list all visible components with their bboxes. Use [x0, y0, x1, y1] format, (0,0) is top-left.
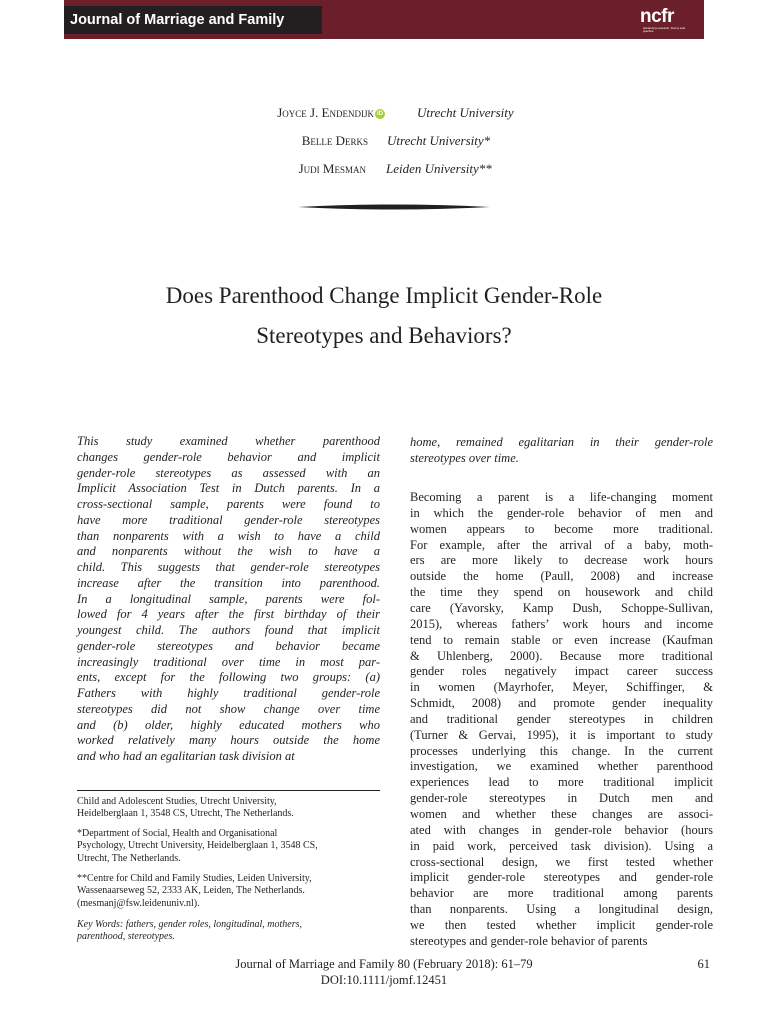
text-line: ated with changes in gender-role behavior (hours: [410, 822, 713, 837]
text-line: and traditional gender stereotypes in children: [410, 711, 713, 726]
text-line: increase after the transition into parenthood.: [77, 575, 380, 590]
text-line: than nonparents with a wish to have a child: [77, 528, 380, 543]
text-line: in paid work, perceived task division). Using a: [410, 838, 713, 853]
doi-link[interactable]: DOI:10.1111/jomf.12451: [320, 973, 448, 987]
footnote-line: Wassenaarseweg 52, 2333 AK, Leiden, The Netherlands.: [77, 885, 305, 897]
author-affiliation: Leiden University**: [386, 161, 492, 176]
text-line: stereotypes did not show change over time: [77, 701, 380, 716]
footnote-rule: [77, 790, 380, 791]
text-line: ers are more likely to decrease work hours: [410, 553, 713, 568]
text-line: and nonparents without the wish to have a: [77, 544, 380, 559]
citation: Journal of Marriage and Family 80 (February 2018): 61–79: [235, 957, 533, 971]
text-line: lowed for 4 years after the first birthday of their: [77, 607, 380, 622]
journal-name: Journal of Marriage and Family: [64, 6, 322, 34]
text-line: than nonparents. Using a longitudinal design,: [410, 902, 713, 917]
author-name: Joyce J. Endendijk iD: [277, 105, 383, 120]
text-line: & Uhlenberg, 2000). Because more traditional: [410, 648, 713, 663]
footnote-line: Psychology, Utrecht University, Heidelberglaan 1, 3548 CS,: [77, 840, 318, 852]
text-line: Implicit Association Test in Dutch parents. In a: [77, 481, 380, 496]
text-line: Fathers with highly traditional gender-role: [77, 686, 380, 700]
footnote-line: Child and Adolescent Studies, Utrecht University,: [77, 796, 277, 807]
text-line: 2015), whereas fathers’ work hours and income: [410, 616, 713, 631]
orcid-icon[interactable]: iD: [377, 111, 383, 117]
text-line: stereotypes over time.: [410, 451, 519, 465]
text-line: cross-sectional design, we first tested whether: [410, 854, 713, 869]
text-line: gender-role stereotypes as assessed with an: [77, 465, 380, 480]
author-affiliation: Utrecht University*: [387, 133, 491, 148]
text-line: In a longitudinal sample, parents were fol-: [77, 591, 380, 606]
text-line: Schmidt, 2008) and promote gender inequality: [410, 696, 713, 711]
page-number: 61: [697, 957, 710, 971]
text-line: and who had an egalitarian task division at: [77, 749, 295, 763]
text-line: and (b) older, highly educated mothers who: [77, 717, 380, 732]
text-line: processes underlying this change. In the current: [410, 743, 713, 758]
article-title-line: Stereotypes and Behaviors?: [256, 323, 512, 348]
text-line: increasingly traditional over time in most par-: [77, 654, 380, 669]
text-line: women and whether these changes are associ-: [410, 807, 713, 821]
text-line: ents, except for the following two groups: (a): [77, 670, 380, 685]
text-line: cross-sectional sample, parents were found to: [77, 497, 380, 511]
text-line: Becoming a parent is a life-changing moment: [410, 490, 713, 504]
text-line: (Turner & Gervai, 1995), it is important to study: [410, 727, 713, 742]
text-line: child. This suggests that gender-role stereotypes: [77, 560, 380, 574]
author-name: Judi Mesman: [298, 161, 366, 176]
text-line: the time they spend on housework and child: [410, 585, 713, 600]
text-line: gender roles negatively impact career success: [410, 664, 713, 679]
text-line: tend to remain stable or even increase (Kaufman: [410, 632, 713, 647]
text-line: outside the home (Paull, 2008) and increase: [410, 569, 713, 584]
author-row: [0, 159, 768, 179]
text-line: implicit gender-role stereotypes and gender-role: [410, 870, 713, 885]
text-line: have more traditional gender-role stereotypes: [77, 512, 380, 527]
text-line: in which the gender-role behavior of men and: [410, 505, 713, 520]
text-line: behavior are more traditional among parents: [410, 886, 713, 901]
text-line: care (Yavorsky, Kamp Dush, Schoppe-Sullivan,: [410, 600, 713, 615]
ncfr-logo-tagline: advancing research, theory and practice: [643, 26, 686, 34]
article-title-line: Does Parenthood Change Implicit Gender-Role: [165, 283, 603, 308]
text-line: in women (Mayrhofer, Meyer, Schiffinger, &: [410, 680, 713, 695]
footnote-line: (mesmanj@fsw.leidenuniv.nl).: [77, 897, 200, 909]
abstract: [77, 434, 380, 764]
footnote-line: Heidelberglaan 1, 3548 CS, Utrecht, The Netherlands.: [77, 808, 294, 820]
text-line: For example, after the arrival of a baby, moth-: [410, 537, 713, 552]
text-line: youngest child. The authors found that implicit: [77, 623, 380, 637]
author-row: [0, 103, 768, 123]
text-line: changes gender-role behavior and implicit: [77, 449, 380, 464]
footnote-line: *Department of Social, Health and Organisational: [77, 828, 278, 839]
text-line: we then tested whether implicit gender-role: [410, 917, 713, 932]
text-line: home, remained egalitarian in their gender-role: [410, 435, 713, 449]
author-name: Belle Derks: [301, 133, 368, 148]
ornamental-divider: [298, 201, 490, 213]
footnote-line: **Centre for Child and Family Studies, Leiden University,: [77, 873, 312, 884]
text-line: investigation, we examined whether parenthood: [410, 759, 713, 774]
key-words-line: parenthood, stereotypes.: [77, 931, 175, 943]
text-line: experiences lead to more traditional implicit: [410, 775, 713, 790]
text-line: gender-role stereotypes and behavior became: [77, 638, 380, 653]
ncfr-logo: [640, 5, 696, 37]
text-line: gender-role stereotypes in Dutch men and: [410, 791, 713, 806]
text-line: worked relatively many hours outside the home: [77, 733, 380, 748]
text-line: This study examined whether parenthood: [77, 434, 380, 448]
footnote-line: Utrecht, The Netherlands.: [77, 852, 181, 864]
author-row: [0, 131, 768, 151]
key-words-line: Key Words: fathers, gender roles, longitudinal, mothers,: [77, 919, 302, 930]
text-line: women appears to become more traditional.: [410, 521, 713, 536]
abstract-continued: [410, 434, 713, 468]
body-text: [410, 490, 713, 950]
text-line: stereotypes and gender-role behavior of parents: [410, 933, 648, 948]
author-affiliation: Utrecht University: [417, 105, 514, 120]
ncfr-logo-word: ncfr: [640, 6, 674, 27]
